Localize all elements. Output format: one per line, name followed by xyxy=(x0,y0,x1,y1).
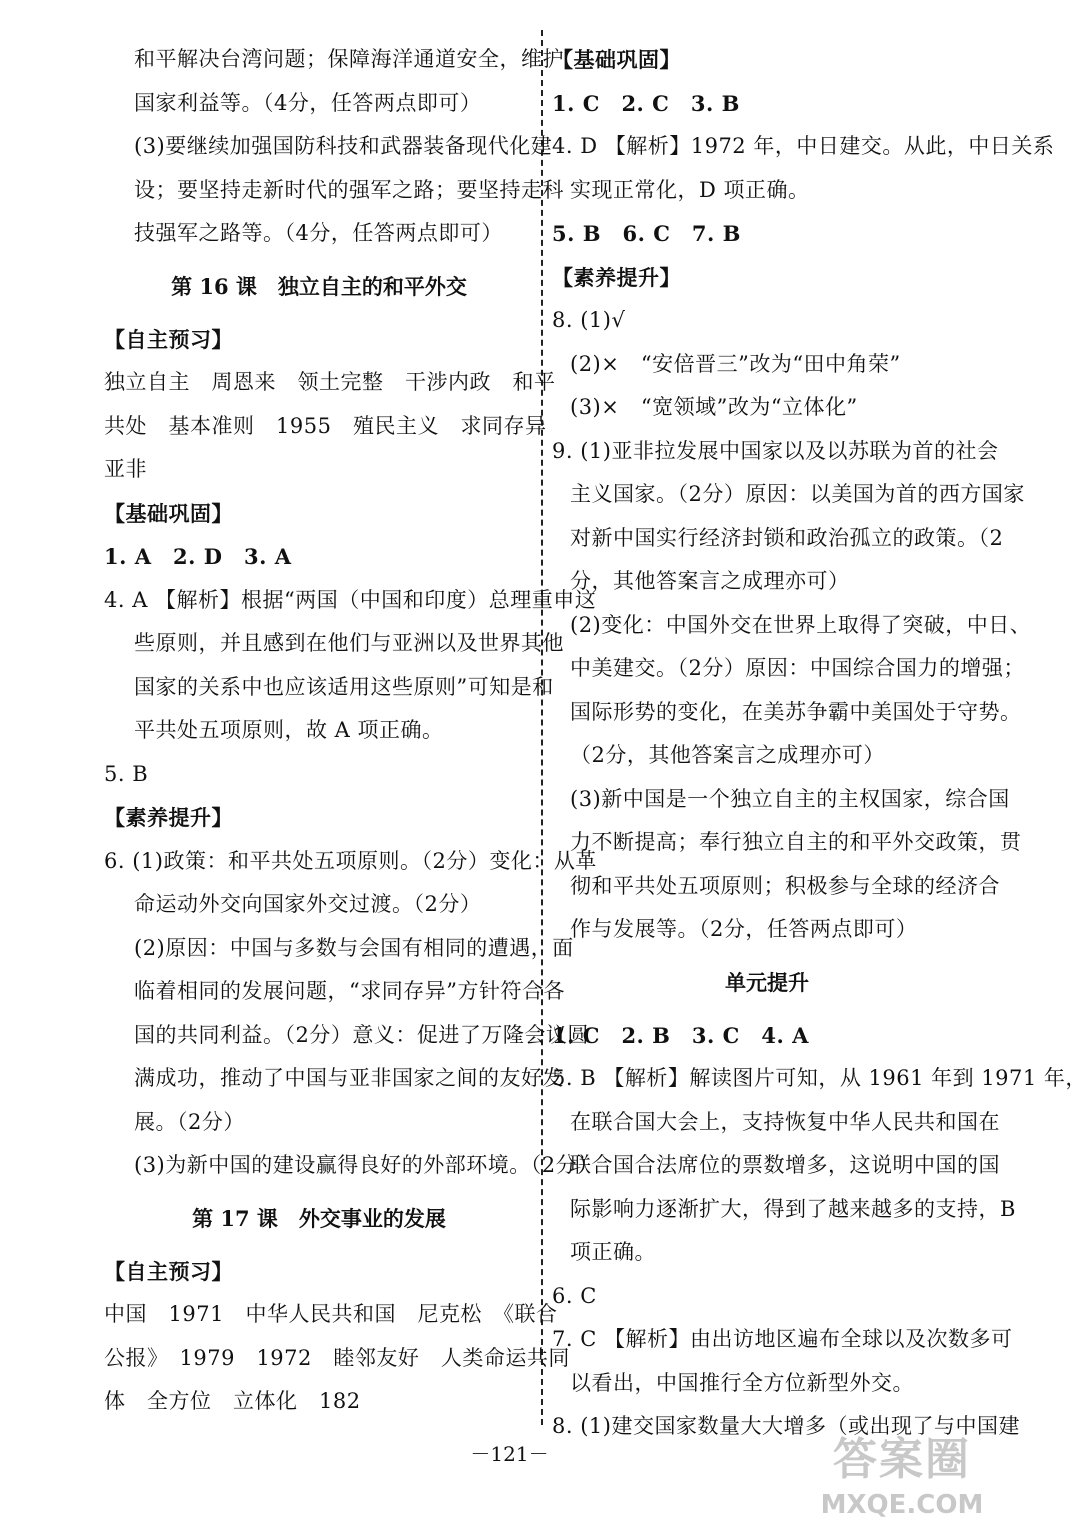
text-line: 分，其他答案言之成理亦可） xyxy=(570,569,850,593)
text-line: 命运动外交向国家外交过渡。（2分） xyxy=(134,892,482,916)
text-line: 以看出，中国推行全方位新型外交。 xyxy=(570,1370,914,1395)
text-line: 国家的关系中也应该适用这些原则”可知是和 xyxy=(134,674,554,699)
text-line: 和平解决台湾问题；保障海洋通道安全，维护 xyxy=(134,47,564,71)
section-heading-preview: 【自主预习】 xyxy=(104,326,233,352)
text-line: 作与发展等。（2分，任答两点即可） xyxy=(570,917,918,941)
text-line: (2)× “安倍晋三”改为“田中角荣” xyxy=(570,351,901,376)
lesson-16-title: 第 16 课 独立自主的和平外交 xyxy=(171,273,467,299)
text-line: 国际形势的变化，在美苏争霸中美国处于守势。 xyxy=(570,699,1022,724)
page-number: －121－ xyxy=(470,1442,549,1466)
text-line: 中美建交。（2分）原因：中国综合国力的增强； xyxy=(570,656,1025,680)
text-line: (2)原因：中国与多数与会国有相同的遭遇，面 xyxy=(134,935,574,960)
answer-line: 4. D 【解析】1972 年，中日建交。从此，中日关系 xyxy=(552,134,1055,158)
text-line: 设；要坚持走新时代的强军之路；要坚持走科 xyxy=(134,177,564,202)
text-line: 国的共同利益。（2分）意义：促进了万隆会议圆 xyxy=(134,1022,589,1047)
text-line: 联合国合法席位的票数增多，这说明中国的国 xyxy=(570,1153,1000,1177)
text-line: 项正确。 xyxy=(570,1240,656,1264)
answer-line: 6. C xyxy=(552,1283,597,1308)
text-line: 彻和平共处五项原则；积极参与全球的经济合 xyxy=(570,873,1000,898)
text-line: 际影响力逐渐扩大，得到了越来越多的支持，B xyxy=(570,1196,1016,1221)
text-line: 技强军之路等。（4分，任答两点即可） xyxy=(134,221,503,245)
section-heading-basic: 【基础巩固】 xyxy=(104,500,233,526)
answer-line: 5. B 6. C 7. B xyxy=(552,221,741,246)
text-line: 平共处五项原则，故 A 项正确。 xyxy=(134,718,444,742)
text-line: 些原则，并且感到在他们与亚洲以及世界其他 xyxy=(134,631,564,655)
answer-line: 9. (1)亚非拉发展中国家以及以苏联为首的社会 xyxy=(552,438,999,463)
answer-line: 6. (1)政策：和平共处五项原则。（2分）变化：从革 xyxy=(104,848,597,873)
lesson-17-title: 第 17 课 外交事业的发展 xyxy=(192,1205,446,1231)
section-heading-improve: 【素养提升】 xyxy=(552,264,681,290)
text-line: 公报》 1979 1972 睦邻友好 人类命运共同 xyxy=(104,1345,570,1370)
answer-line: 1. A 2. D 3. A xyxy=(104,544,292,569)
text-line: 体 全方位 立体化 182 xyxy=(104,1389,361,1413)
text-line: 独立自主 周恩来 领土完整 干涉内政 和平 xyxy=(104,370,556,394)
right-column xyxy=(552,38,1087,1449)
watermark-site-text: MXQE.COM xyxy=(820,1490,984,1520)
text-line: （2分，其他答案言之成理亦可） xyxy=(570,743,885,767)
text-line: (2)变化：中国外交在世界上取得了突破，中日、 xyxy=(570,612,1032,637)
answer-line: 7. C 【解析】由出访地区遍布全球以及次数多可 xyxy=(552,1327,1013,1351)
answer-line: 5. B 【解析】解读图片可知，从 1961 年到 1971 年， xyxy=(552,1066,1087,1090)
answer-line: 1. C 2. C 3. B xyxy=(552,90,740,116)
text-line: 展。（2分） xyxy=(134,1109,245,1134)
section-heading-improve: 【素养提升】 xyxy=(104,805,233,830)
column-divider xyxy=(541,30,543,1425)
section-heading-preview: 【自主预习】 xyxy=(104,1258,233,1284)
text-line: 中国 1971 中华人民共和国 尼克松 《联合 xyxy=(104,1302,558,1326)
answer-line: 8. (1)√ xyxy=(552,308,626,332)
watermark-logo-text: 答案圈 xyxy=(833,1434,971,1485)
text-line: 满成功，推动了中国与亚非国家之间的友好发 xyxy=(134,1066,564,1090)
text-line: 主义国家。（2分）原因：以美国为首的西方国家 xyxy=(570,482,1025,506)
unit-review-title: 单元提升 xyxy=(725,969,809,995)
answer-line: 1. C 2. B 3. C 4. A xyxy=(552,1022,809,1048)
text-line: 亚非 xyxy=(104,457,147,481)
text-line: 临着相同的发展问题，“求同存异”方针符合各 xyxy=(134,979,565,1003)
text-line: 国家利益等。（4分，任答两点即可） xyxy=(134,90,482,115)
text-line: (3)要继续加强国防科技和武器装备现代化建 xyxy=(134,134,553,158)
text-line: 力不断提高；奉行独立自主的和平外交政策，贯 xyxy=(570,830,1022,854)
section-heading-basic: 【基础巩固】 xyxy=(552,47,681,72)
text-line: 对新中国实行经济封锁和政治孤立的政策。（2 xyxy=(570,525,1004,550)
watermark-logo xyxy=(797,1430,1007,1530)
text-line: (3)× “宽领域”改为“立体化” xyxy=(570,395,858,419)
text-line: (3)为新中国的建设赢得良好的外部环境。（2分） xyxy=(134,1153,599,1177)
answer-line: 4. A 【解析】根据“两国（中国和印度）总理重申这 xyxy=(104,587,597,612)
answer-line: 8. (1)建交国家数量大大增多（或出现了与中国建 xyxy=(552,1414,1020,1438)
text-line: 实现正常化，D 项正确。 xyxy=(570,177,810,202)
text-line: 在联合国大会上，支持恢复中华人民共和国在 xyxy=(570,1109,1000,1134)
text-line: (3)新中国是一个独立自主的主权国家，综合国 xyxy=(570,786,1010,811)
text-line: 共处 基本准则 1955 殖民主义 求同存异 xyxy=(104,413,547,438)
answer-line: 5. B xyxy=(104,761,149,786)
